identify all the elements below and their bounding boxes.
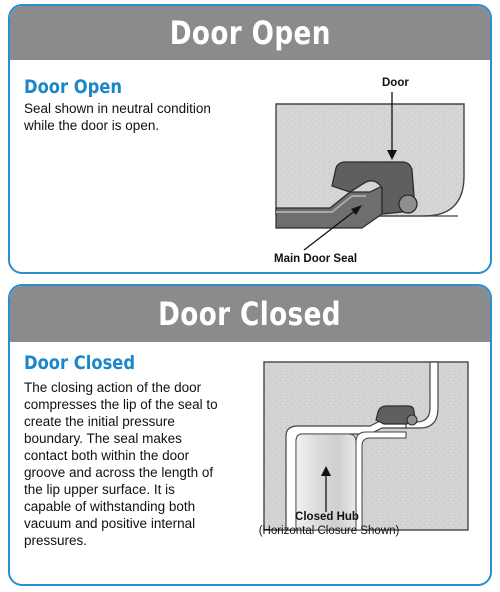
- door-open-banner-text: Door Open: [169, 14, 331, 52]
- door-closed-title-text: Door Closed: [24, 352, 136, 374]
- door-closed-banner-text: Door Closed: [158, 295, 342, 333]
- door-open-panel: [8, 4, 492, 274]
- door-open-diagram: [10, 6, 492, 274]
- door-open-description: Seal shown in neutral condition while the door is open.: [24, 101, 211, 133]
- closed-seal-bead: [407, 415, 417, 425]
- door-label: Door: [382, 77, 409, 89]
- door-open-title-text: Door Open: [24, 76, 123, 98]
- main-door-seal-label: Main Door Seal: [274, 253, 358, 265]
- door-closed-description: The closing action of the door compresses the lip of the seal to create the initial pressure boundary. The seal makes contact both within the door groove and across the length of the lip upper surface. It is capable of withstanding both vacuum and positive internal pressures.: [24, 380, 218, 548]
- closed-hub-label: Closed Hub: [295, 511, 359, 523]
- seal-bead-shape: [399, 195, 417, 213]
- closed-hub-note: (Horizontal Closure Shown): [258, 525, 400, 537]
- door-closed-diagram: [10, 286, 492, 586]
- door-closed-panel: [8, 284, 492, 586]
